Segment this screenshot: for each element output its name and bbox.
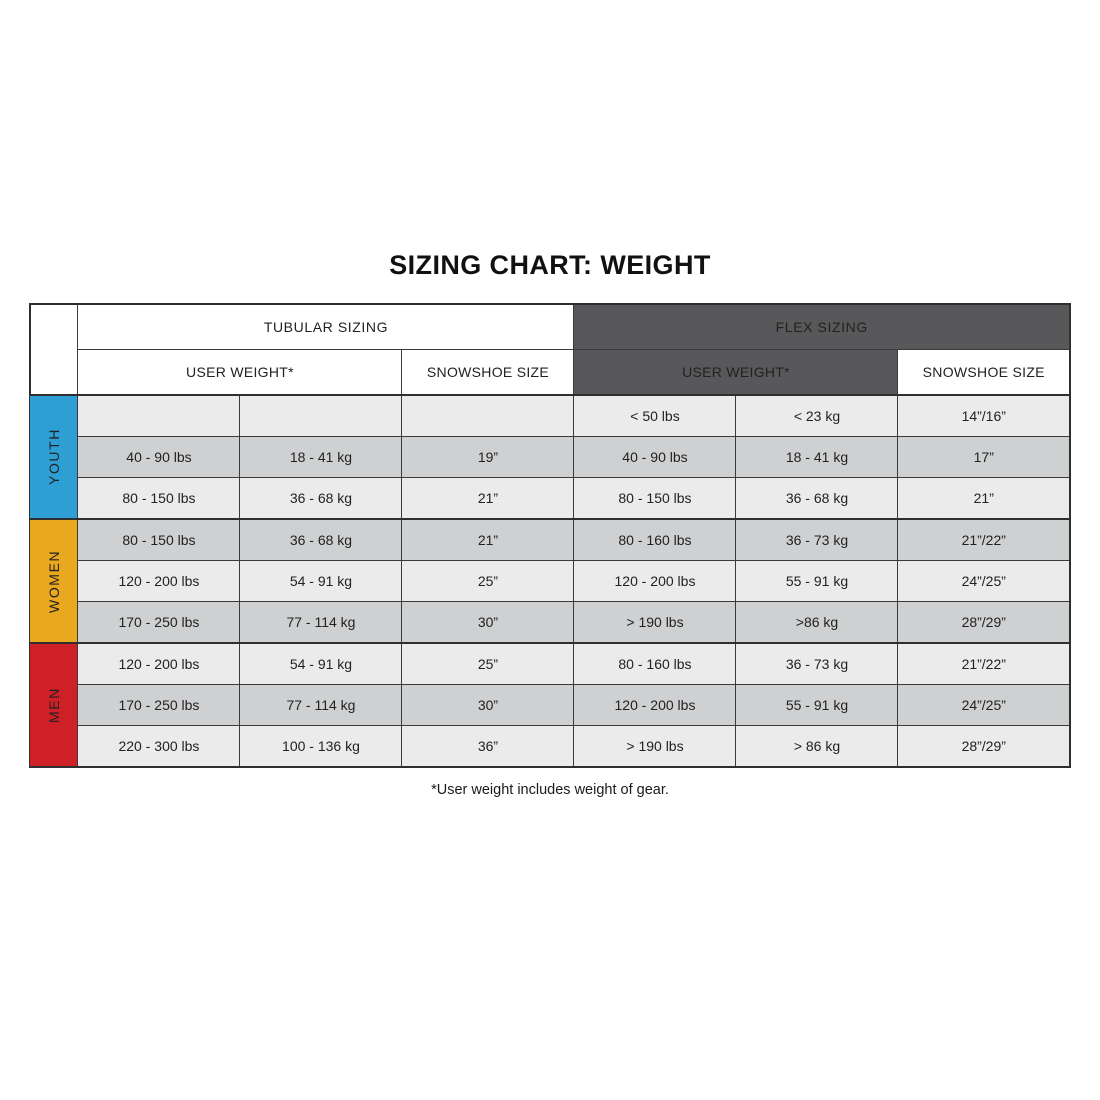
cell-flex-kg: 55 - 91 kg	[736, 561, 898, 602]
table-row	[30, 395, 1070, 437]
header-tubular-snowshoe-size: SNOWSHOE SIZE	[402, 350, 574, 396]
cell-flex-lbs: 80 - 150 lbs	[574, 478, 736, 520]
cell-flex-kg: > 86 kg	[736, 726, 898, 768]
cell-flex-lbs: 40 - 90 lbs	[574, 437, 736, 478]
cell-tubular-size: 19”	[402, 437, 574, 478]
table-row	[30, 726, 1070, 768]
cell-tubular-lbs: 120 - 200 lbs	[78, 643, 240, 685]
cell-tubular-lbs: 170 - 250 lbs	[78, 602, 240, 644]
cell-flex-size: 28”/29”	[898, 602, 1070, 644]
table-row	[30, 437, 1070, 478]
cell-tubular-lbs: 80 - 150 lbs	[78, 519, 240, 561]
cell-flex-lbs: 80 - 160 lbs	[574, 643, 736, 685]
group-label-men: MEN	[30, 643, 78, 767]
cell-tubular-size: 21”	[402, 519, 574, 561]
group-label-women: WOMEN	[30, 519, 78, 643]
table-header-sub	[30, 350, 1070, 396]
cell-flex-size: 21”/22”	[898, 643, 1070, 685]
cell-tubular-size: 25”	[402, 561, 574, 602]
chart-footnote: *User weight includes weight of gear.	[431, 782, 669, 798]
cell-flex-lbs: > 190 lbs	[574, 602, 736, 644]
cell-flex-size: 14”/16”	[898, 395, 1070, 437]
cell-flex-kg: 36 - 68 kg	[736, 478, 898, 520]
header-flex-snowshoe-size: SNOWSHOE SIZE	[898, 350, 1070, 396]
cell-tubular-lbs	[78, 395, 240, 437]
cell-tubular-size: 30”	[402, 602, 574, 644]
header-flex-user-weight: USER WEIGHT*	[574, 350, 898, 396]
cell-tubular-size: 21”	[402, 478, 574, 520]
cell-flex-size: 21”	[898, 478, 1070, 520]
table-row	[30, 519, 1070, 561]
cell-tubular-lbs: 120 - 200 lbs	[78, 561, 240, 602]
header-flex-sizing: FLEX SIZING	[574, 304, 1070, 350]
cell-tubular-kg: 18 - 41 kg	[240, 437, 402, 478]
cell-tubular-kg: 100 - 136 kg	[240, 726, 402, 768]
cell-flex-lbs: 120 - 200 lbs	[574, 561, 736, 602]
cell-flex-kg: 55 - 91 kg	[736, 685, 898, 726]
header-corner-blank-2	[30, 350, 78, 396]
cell-tubular-lbs: 40 - 90 lbs	[78, 437, 240, 478]
cell-tubular-size	[402, 395, 574, 437]
cell-flex-size: 24”/25”	[898, 561, 1070, 602]
header-corner-blank	[30, 304, 78, 350]
cell-tubular-kg: 36 - 68 kg	[240, 478, 402, 520]
cell-tubular-size: 30”	[402, 685, 574, 726]
cell-tubular-kg: 54 - 91 kg	[240, 561, 402, 602]
cell-flex-lbs: < 50 lbs	[574, 395, 736, 437]
chart-title: SIZING CHART: WEIGHT	[389, 250, 711, 280]
cell-flex-size: 24”/25”	[898, 685, 1070, 726]
cell-tubular-kg: 54 - 91 kg	[240, 643, 402, 685]
table-header-top	[30, 304, 1070, 350]
cell-tubular-kg: 36 - 68 kg	[240, 519, 402, 561]
table-row	[30, 643, 1070, 685]
cell-flex-kg: < 23 kg	[736, 395, 898, 437]
cell-flex-size: 21”/22”	[898, 519, 1070, 561]
cell-flex-kg: 36 - 73 kg	[736, 519, 898, 561]
sizing-table	[29, 303, 1071, 768]
sizing-chart	[0, 250, 1100, 798]
cell-tubular-kg: 77 - 114 kg	[240, 685, 402, 726]
group-label-youth: YOUTH	[30, 395, 78, 519]
cell-tubular-lbs: 170 - 250 lbs	[78, 685, 240, 726]
table-row	[30, 602, 1070, 644]
cell-flex-lbs: > 190 lbs	[574, 726, 736, 768]
cell-tubular-size: 36”	[402, 726, 574, 768]
table-row	[30, 685, 1070, 726]
cell-flex-size: 17”	[898, 437, 1070, 478]
cell-flex-size: 28”/29”	[898, 726, 1070, 768]
table-row	[30, 561, 1070, 602]
cell-tubular-kg: 77 - 114 kg	[240, 602, 402, 644]
cell-flex-lbs: 120 - 200 lbs	[574, 685, 736, 726]
cell-flex-kg: 18 - 41 kg	[736, 437, 898, 478]
table-row	[30, 478, 1070, 520]
cell-flex-lbs: 80 - 160 lbs	[574, 519, 736, 561]
header-tubular-sizing: TUBULAR SIZING	[78, 304, 574, 350]
cell-flex-kg: >86 kg	[736, 602, 898, 644]
cell-tubular-lbs: 220 - 300 lbs	[78, 726, 240, 768]
header-tubular-user-weight: USER WEIGHT*	[78, 350, 402, 396]
cell-tubular-kg	[240, 395, 402, 437]
cell-flex-kg: 36 - 73 kg	[736, 643, 898, 685]
cell-tubular-lbs: 80 - 150 lbs	[78, 478, 240, 520]
cell-tubular-size: 25”	[402, 643, 574, 685]
